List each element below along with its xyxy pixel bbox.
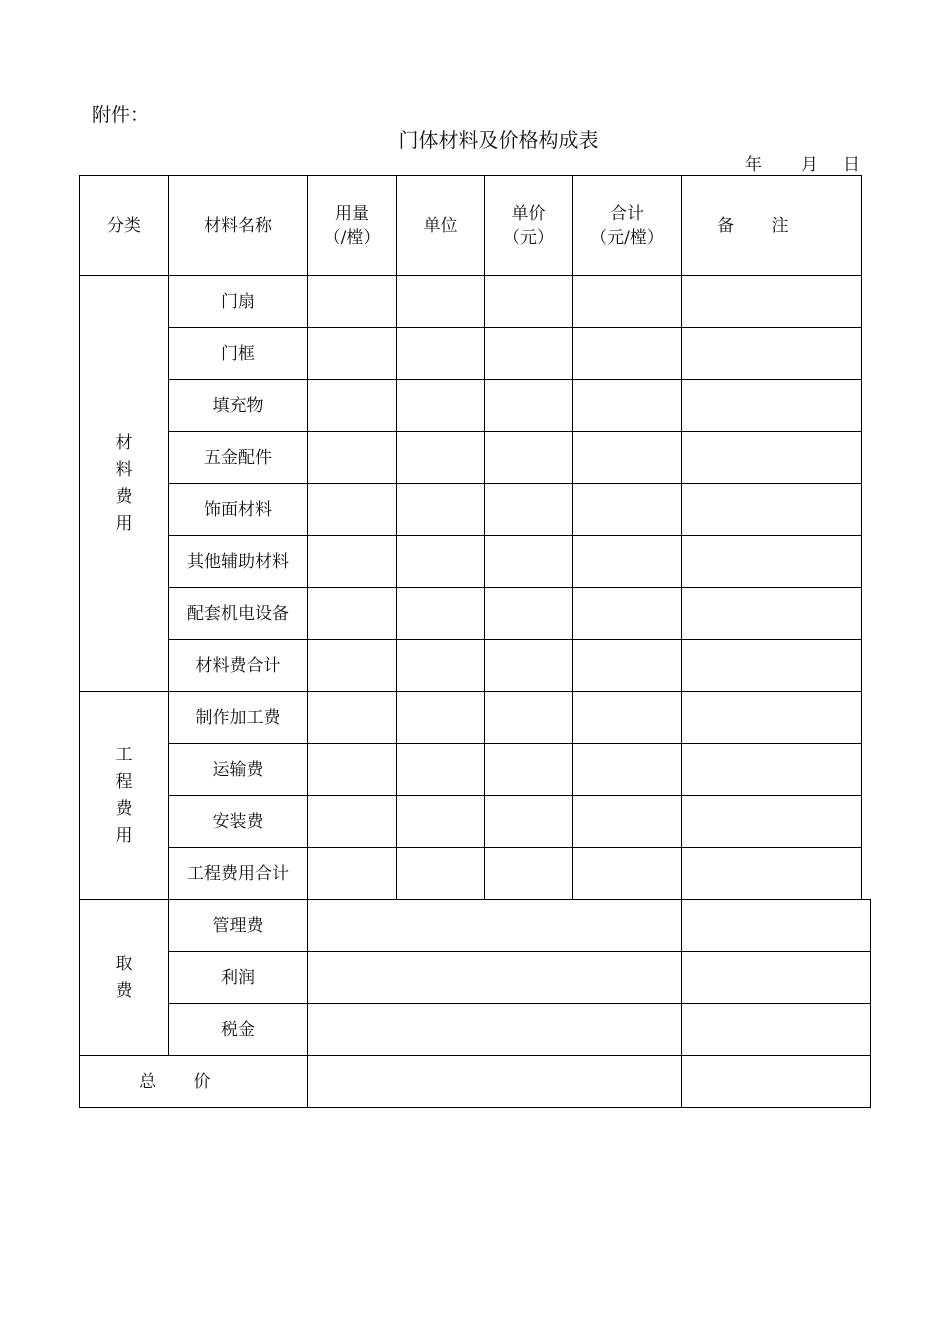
input-cell[interactable] xyxy=(682,328,862,380)
amount-cell[interactable] xyxy=(308,1004,682,1056)
input-cell[interactable] xyxy=(682,692,862,744)
input-cell[interactable] xyxy=(485,692,573,744)
header-remarks-label: 备注 xyxy=(717,215,826,236)
input-cell[interactable] xyxy=(682,536,862,588)
input-cell[interactable] xyxy=(485,640,573,692)
table-row xyxy=(80,380,871,432)
grand-total-row xyxy=(80,1056,871,1108)
input-cell[interactable] xyxy=(308,848,397,900)
input-cell[interactable] xyxy=(573,432,682,484)
remarks-cell[interactable] xyxy=(682,1004,871,1056)
input-cell[interactable] xyxy=(682,276,862,328)
item-name: 门框 xyxy=(169,328,308,380)
input-cell[interactable] xyxy=(397,796,485,848)
input-cell[interactable] xyxy=(573,692,682,744)
header-row xyxy=(80,176,871,276)
input-cell[interactable] xyxy=(485,536,573,588)
input-cell[interactable] xyxy=(573,380,682,432)
input-cell[interactable] xyxy=(485,744,573,796)
input-cell[interactable] xyxy=(573,588,682,640)
remarks-cell[interactable] xyxy=(682,900,871,952)
header-total-label: 合计 xyxy=(610,203,644,224)
item-name: 管理费 xyxy=(169,900,308,952)
input-cell[interactable] xyxy=(485,328,573,380)
input-cell[interactable] xyxy=(397,276,485,328)
item-name: 税金 xyxy=(169,1004,308,1056)
header-quantity-unit: （/樘） xyxy=(323,227,381,248)
input-cell[interactable] xyxy=(485,796,573,848)
input-cell[interactable] xyxy=(397,848,485,900)
item-name: 填充物 xyxy=(169,380,308,432)
remarks-cell[interactable] xyxy=(682,952,871,1004)
header-unit-price-label: 单价 xyxy=(511,203,546,224)
date-year: 年 xyxy=(745,155,762,175)
input-cell[interactable] xyxy=(397,432,485,484)
item-name: 配套机电设备 xyxy=(169,588,308,640)
table-row xyxy=(80,692,871,744)
table-row xyxy=(80,276,871,328)
input-cell[interactable] xyxy=(485,432,573,484)
header-total-unit: （元/樘） xyxy=(590,227,664,248)
input-cell[interactable] xyxy=(308,380,397,432)
input-cell[interactable] xyxy=(397,380,485,432)
input-cell[interactable] xyxy=(397,744,485,796)
input-cell[interactable] xyxy=(397,484,485,536)
table-row xyxy=(80,848,871,900)
header-unit-price-unit: （元） xyxy=(503,227,554,248)
input-cell[interactable] xyxy=(573,536,682,588)
item-name: 利润 xyxy=(169,952,308,1004)
input-cell[interactable] xyxy=(485,484,573,536)
item-name: 其他辅助材料 xyxy=(169,536,308,588)
input-cell[interactable] xyxy=(682,744,862,796)
header-unit-price xyxy=(485,176,573,276)
input-cell[interactable] xyxy=(573,484,682,536)
grand-total-label: 总价 xyxy=(80,1056,308,1108)
grand-total-remarks-cell[interactable] xyxy=(682,1056,871,1108)
table-row xyxy=(80,796,871,848)
item-name: 门扇 xyxy=(169,276,308,328)
input-cell[interactable] xyxy=(573,640,682,692)
table-row xyxy=(80,640,871,692)
input-cell[interactable] xyxy=(308,432,397,484)
date-line xyxy=(745,150,860,175)
input-cell[interactable] xyxy=(682,484,862,536)
input-cell[interactable] xyxy=(308,640,397,692)
table-row xyxy=(80,484,871,536)
header-quantity xyxy=(308,176,397,276)
input-cell[interactable] xyxy=(682,432,862,484)
date-day: 日 xyxy=(843,155,860,175)
spacer-cell xyxy=(862,484,871,536)
table-row xyxy=(80,328,871,380)
input-cell[interactable] xyxy=(308,692,397,744)
grand-total-amount-cell[interactable] xyxy=(308,1056,682,1108)
spacer-cell xyxy=(862,692,871,744)
item-name: 安装费 xyxy=(169,796,308,848)
input-cell[interactable] xyxy=(485,588,573,640)
table-row xyxy=(80,744,871,796)
input-cell[interactable] xyxy=(573,796,682,848)
input-cell[interactable] xyxy=(485,380,573,432)
header-category: 分类 xyxy=(80,176,169,276)
header-remarks xyxy=(682,176,862,276)
input-cell[interactable] xyxy=(397,692,485,744)
input-cell[interactable] xyxy=(573,848,682,900)
input-cell[interactable] xyxy=(682,588,862,640)
input-cell[interactable] xyxy=(485,276,573,328)
input-cell[interactable] xyxy=(308,276,397,328)
input-cell[interactable] xyxy=(397,536,485,588)
spacer-cell xyxy=(862,536,871,588)
table-row xyxy=(80,536,871,588)
input-cell[interactable] xyxy=(397,328,485,380)
input-cell[interactable] xyxy=(397,640,485,692)
spacer-cell xyxy=(862,588,871,640)
input-cell[interactable] xyxy=(308,328,397,380)
input-cell[interactable] xyxy=(573,328,682,380)
spacer-cell xyxy=(862,328,871,380)
input-cell[interactable] xyxy=(573,744,682,796)
price-composition-table xyxy=(79,175,871,1108)
input-cell[interactable] xyxy=(308,796,397,848)
table-row xyxy=(80,952,871,1004)
spacer-cell xyxy=(862,176,871,276)
spacer-cell xyxy=(862,380,871,432)
input-cell[interactable] xyxy=(397,588,485,640)
header-total xyxy=(573,176,682,276)
input-cell[interactable] xyxy=(682,640,862,692)
input-cell[interactable] xyxy=(308,744,397,796)
table-row xyxy=(80,432,871,484)
input-cell[interactable] xyxy=(682,848,862,900)
item-name: 五金配件 xyxy=(169,432,308,484)
item-name: 材料费合计 xyxy=(169,640,308,692)
group-engineering-label: 工程费用 xyxy=(80,692,169,900)
table-row xyxy=(80,900,871,952)
item-name: 饰面材料 xyxy=(169,484,308,536)
input-cell[interactable] xyxy=(308,484,397,536)
header-unit: 单位 xyxy=(397,176,485,276)
spacer-cell xyxy=(862,848,871,900)
amount-cell[interactable] xyxy=(308,900,682,952)
group-material-label: 材料费用 xyxy=(80,276,169,692)
spacer-cell xyxy=(862,796,871,848)
input-cell[interactable] xyxy=(682,796,862,848)
header-quantity-label: 用量 xyxy=(335,203,369,224)
item-name: 运输费 xyxy=(169,744,308,796)
spacer-cell xyxy=(862,276,871,328)
item-name: 制作加工费 xyxy=(169,692,308,744)
group-fees-label: 取费 xyxy=(80,900,169,1056)
input-cell[interactable] xyxy=(573,276,682,328)
input-cell[interactable] xyxy=(308,588,397,640)
input-cell[interactable] xyxy=(485,848,573,900)
amount-cell[interactable] xyxy=(308,952,682,1004)
spacer-cell xyxy=(862,432,871,484)
spacer-cell xyxy=(862,744,871,796)
document-title: 门体材料及价格构成表 xyxy=(398,128,599,152)
table-row xyxy=(80,588,871,640)
table-row xyxy=(80,1004,871,1056)
item-name: 工程费用合计 xyxy=(169,848,308,900)
date-month: 月 xyxy=(801,155,818,175)
spacer-cell xyxy=(862,640,871,692)
input-cell[interactable] xyxy=(308,536,397,588)
attachment-label: 附件： xyxy=(92,104,150,126)
input-cell[interactable] xyxy=(682,380,862,432)
header-material-name: 材料名称 xyxy=(169,176,308,276)
